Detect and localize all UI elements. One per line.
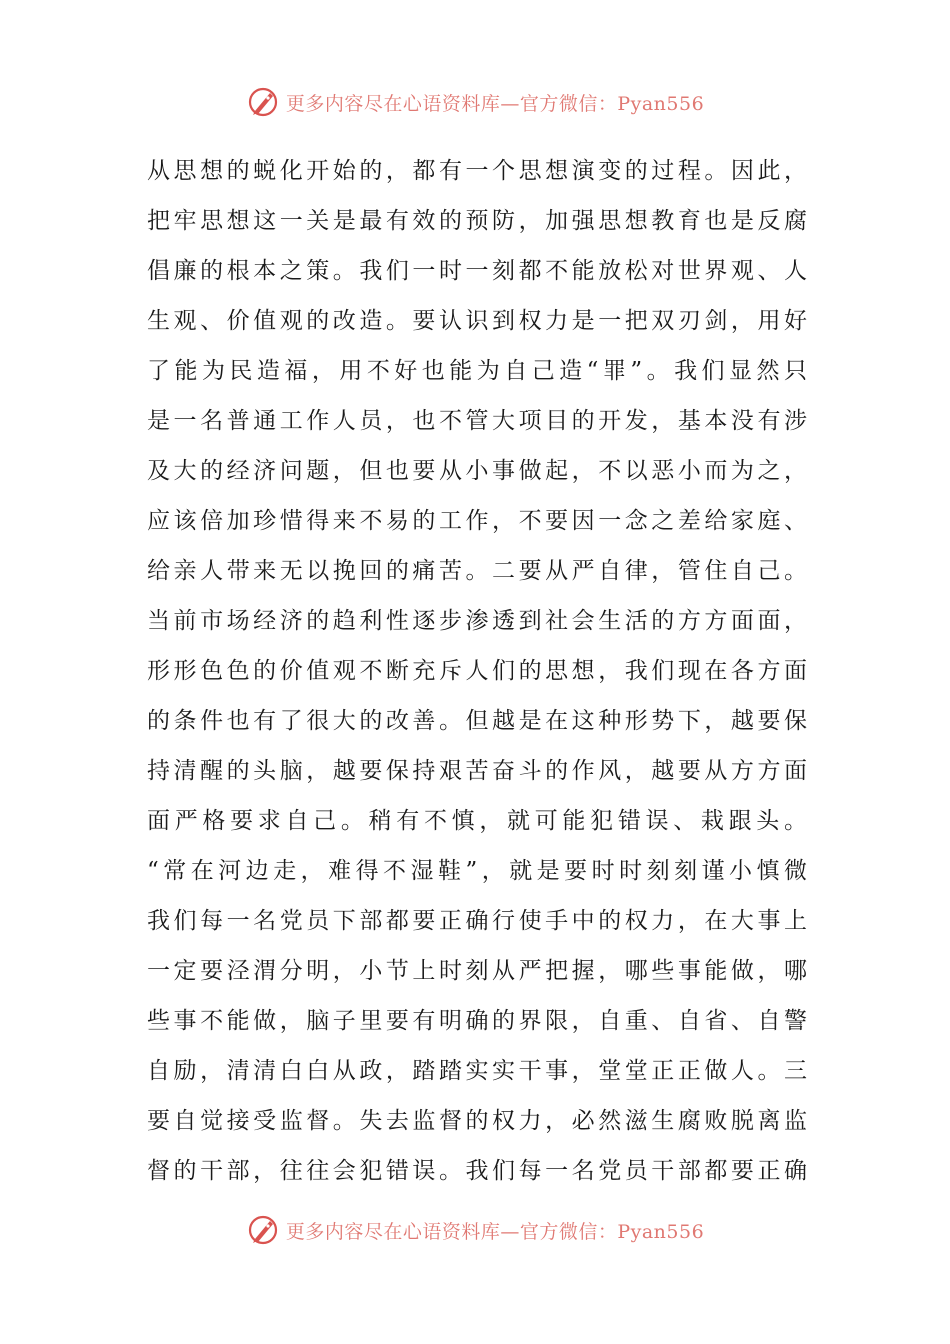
- paragraph-line: 及大的经济问题，但也要从小事做起，不以恶小而为之，: [147, 458, 807, 484]
- paragraph-line: 生观、价值观的改造。要认识到权力是一把双刃剑，用好: [147, 308, 807, 334]
- paragraph-line: 的条件也有了很大的改善。但越是在这种形势下，越要保: [147, 708, 807, 734]
- paragraph-line: “常在河边走，难得不湿鞋”，就是要时时刻刻谨小慎微: [147, 858, 807, 884]
- paragraph-line: 些事不能做，脑子里要有明确的界限，自重、自省、自警: [147, 1008, 807, 1034]
- paragraph-line: 当前市场经济的趋利性逐步渗透到社会生活的方方面面，: [147, 608, 807, 634]
- paragraph-line: 要自觉接受监督。失去监督的权力，必然滋生腐败脱离监: [147, 1108, 807, 1134]
- paragraph-line: 从思想的蜕化开始的，都有一个思想演变的过程。因此，: [147, 158, 807, 184]
- paragraph-line: 形形色色的价值观不断充斥人们的思想，我们现在各方面: [147, 658, 807, 684]
- paragraph-line: 我们每一名党员下部都要正确行使手中的权力，在大事上: [147, 908, 807, 934]
- paragraph-line: 持清醒的头脑，越要保持艰苦奋斗的作风，越要从方方面: [147, 758, 807, 784]
- paragraph-line: 倡廉的根本之策。我们一时一刻都不能放松对世界观、人: [147, 258, 807, 284]
- pen-nib-circle-icon: [246, 1213, 280, 1247]
- header-watermark-text: 更多内容尽在心语资料库—官方微信：Pyan556: [285, 92, 705, 115]
- paragraph-line: 把牢思想这一关是最有效的预防，加强思想教育也是反腐: [147, 208, 807, 234]
- document-body: [147, 146, 807, 1196]
- paragraph-line: 给亲人带来无以挽回的痛苦。二要从严自律，管住自己。: [147, 558, 807, 584]
- paragraph-line: 了能为民造福，用不好也能为自己造“罪”。我们显然只: [147, 358, 807, 384]
- footer-watermark: [0, 1210, 950, 1250]
- paragraph-line: 应该倍加珍惜得来不易的工作，不要因一念之差给家庭、: [147, 508, 807, 534]
- paragraph-line: 自励，清清白白从政，踏踏实实干事，堂堂正正做人。三: [147, 1058, 807, 1084]
- header-watermark: [0, 82, 950, 122]
- paragraph-line: 面严格要求自己。稍有不慎，就可能犯错误、栽跟头。: [147, 808, 807, 834]
- paragraph-line: 一定要泾渭分明，小节上时刻从严把握，哪些事能做，哪: [147, 958, 807, 984]
- paragraph-line: 督的干部，往往会犯错误。我们每一名党员干部都要正确: [147, 1158, 807, 1184]
- paragraph-line: 是一名普通工作人员，也不管大项目的开发，基本没有涉: [147, 408, 807, 434]
- footer-watermark-text: 更多内容尽在心语资料库—官方微信：Pyan556: [285, 1220, 705, 1243]
- pen-nib-circle-icon: [246, 85, 280, 119]
